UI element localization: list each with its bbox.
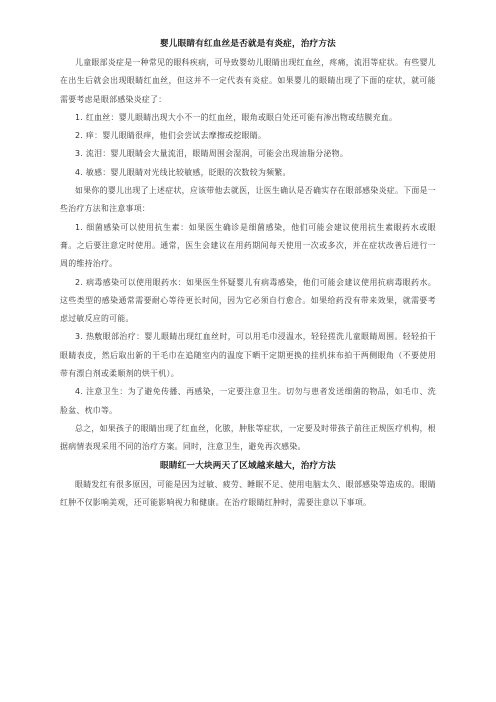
document-page: [60, 38, 436, 512]
section-1-title: 婴儿眼睛有红血丝是否就是有炎症，治疗方法: [160, 39, 336, 49]
symptom-item: 2. 痒：婴儿眼睛很痒，他们会尝试去摩擦或挖眼睛。: [75, 131, 267, 141]
section-2-title: 眼睛红一大块两天了区域越来越大，治疗方法: [160, 460, 336, 471]
symptom-item: 3. 流泪：婴儿眼睛会大量流泪，眼睛周围会湿润，可能会出现油脂分泌物。: [75, 149, 349, 159]
treatment-item: 1. 细菌感染可以使用抗生素：如果医生确诊是细菌感染，他们可能会建议使用抗生素眼药水或眼膏。之后要注意定时使用。通常，医生会建议在用药期间每天使用一次或多次，并在症状改善后进行一周的维持治疗。: [60, 222, 436, 269]
treatment-item: 4. 注意卫生：为了避免传播、再感染，一定要注意卫生。切勿与患者发送细菌的物品，如毛巾、洗脸盆、枕巾等。: [60, 387, 436, 415]
section-1-conclusion: 总之，如果孩子的眼睛出现了红血丝，化脓，肿胀等症状，一定要及时带孩子前往正规医疗机构，根据病情表现采用不同的治疗方案。同时，注意卫生，避免再次感染。: [60, 423, 436, 452]
section-1-transition: 如果你的婴儿出现了上述症状，应该带他去就医，让医生确认是否确实存在眼部感染炎症。下面是一些治疗方法和注意事项：: [60, 186, 436, 214]
section-1-intro: 儿童眼部炎症是一种常见的眼科疾病，可导致婴幼儿眼睛出现红血丝，疼痛，流泪等症状。有些婴儿在出生后就会出现眼睛红血丝，但这并不一定代表有炎症。如果婴儿的眼睛出现了下面的症状，就可能需要考虑是眼部感染炎症了：: [60, 58, 436, 104]
symptom-item: 1. 红血丝：婴儿眼睛出现大小不一的红血丝，眼角或眼白处还可能有渗出物或结膜充血。: [75, 112, 398, 122]
treatment-item: 3. 热敷眼部治疗：婴儿眼睛出现红血丝时，可以用毛巾浸温水，轻轻搓洗儿童眼睛周围。轻轻拍干眼睛表皮，然后取出新的干毛巾在追随室内的温度下晒干定期更换的挂机抹布拍干两侧眼角（不要使用带有漂白剂或柔顺剂的烘干机）。: [60, 332, 436, 379]
symptom-item: 4. 敏感：婴儿眼睛对光线比较敏感，眨眼的次数较为频繁。: [75, 167, 291, 177]
section-2-intro: 眼睛发红有很多原因，可能是因为过敏、疲劳、睡眠不足、使用电脑太久、眼部感染等造成的。眼睛红肿不仅影响美观，还可能影响视力和健康。在治疗眼睛红肿时，需要注意以下事项。: [60, 479, 436, 507]
treatment-item: 2. 病毒感染可以使用眼药水：如果医生怀疑婴儿有病毒感染，他们可能会建议使用抗病毒眼药水。这些类型的感染通常需要耐心等待更长时间，因为它必须自行愈合。如果给药没有带来效果，就需要考虑过敏反应的可能。: [60, 277, 436, 324]
